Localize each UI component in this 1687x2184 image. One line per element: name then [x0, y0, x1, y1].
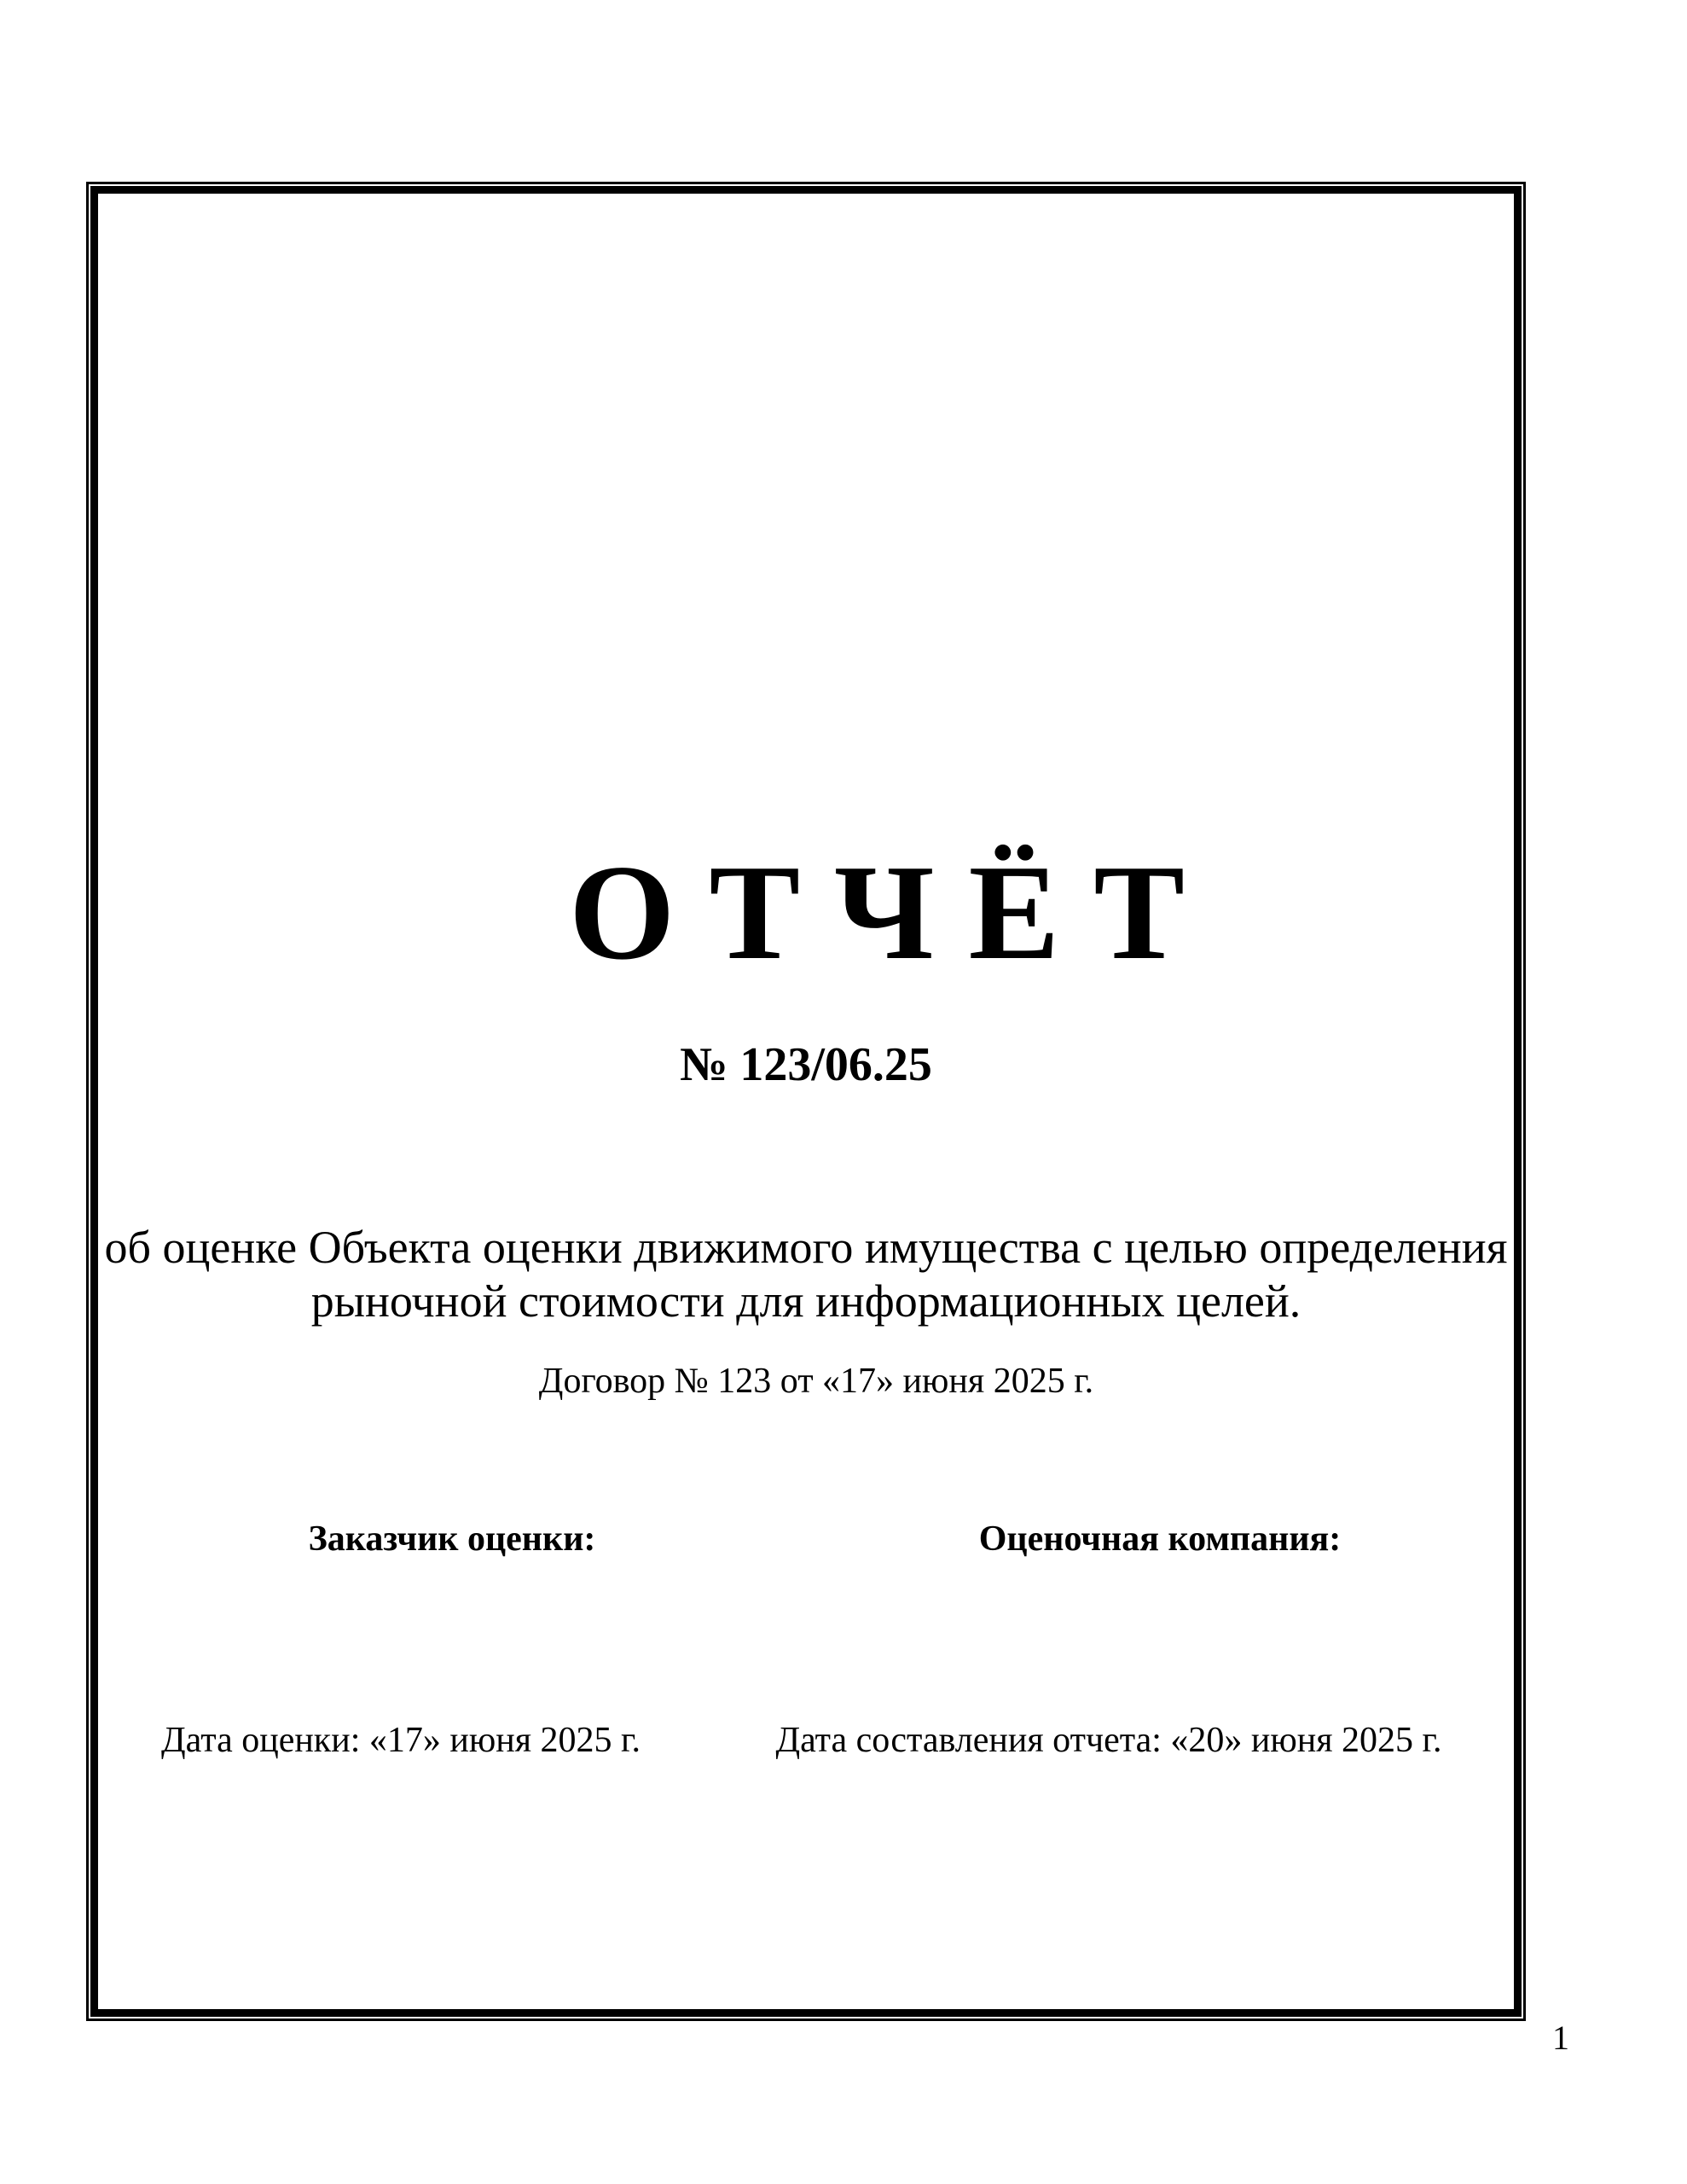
report-subject: [98, 1221, 1514, 1328]
page-border-frame-inner: [90, 186, 1522, 2017]
report-date: Дата составления отчета: «20» июня 2025 г.: [775, 1721, 1442, 1760]
page-number: 1: [1552, 2018, 1569, 2057]
appraisal-company-label: Оценочная компания:: [978, 1519, 1342, 1559]
dates-row: [47, 1722, 1463, 1758]
report-subject-line-2: рыночной стоимости для информационных целей.: [310, 1275, 1301, 1327]
valuation-date: Дата оценки: «17» июня 2025 г.: [161, 1721, 641, 1760]
contract-line: Договор № 123 от «17» июня 2025 г.: [538, 1362, 1094, 1401]
report-title: О Т Ч Ё Т: [568, 836, 1186, 988]
customer-label: Заказчик оценки:: [308, 1519, 596, 1559]
report-number: № 123/06.25: [680, 1038, 932, 1091]
parties-row: [98, 1521, 1514, 1557]
page-border-frame: [86, 182, 1526, 2021]
report-subject-line-1: об оценке Объекта оценки движимого имущества с целью определения: [104, 1222, 1508, 1273]
